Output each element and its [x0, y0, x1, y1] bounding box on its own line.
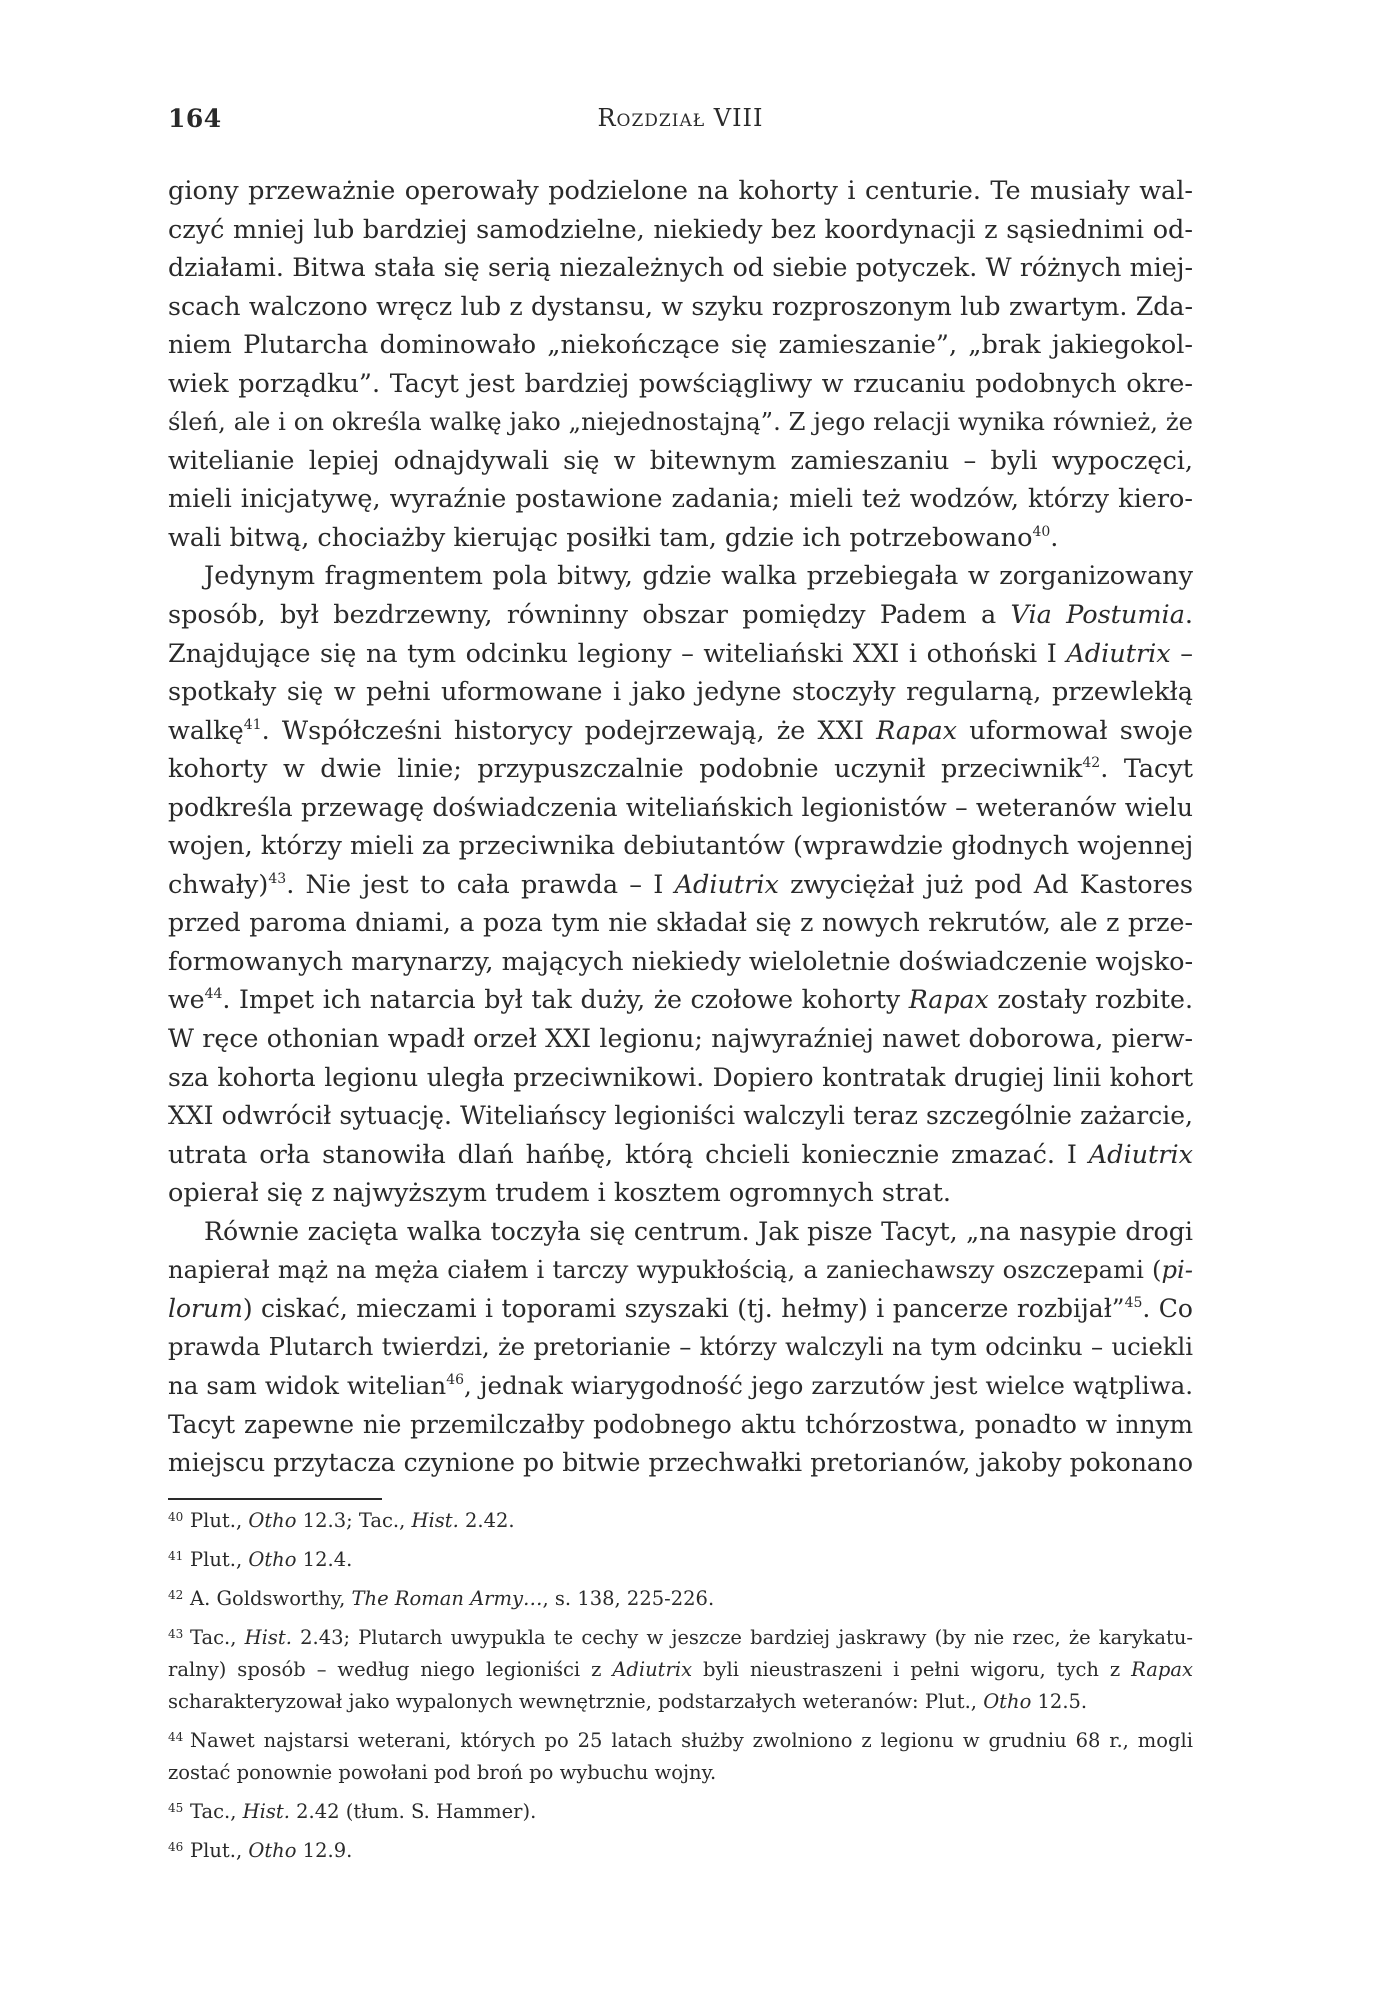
- page-number: 164: [168, 104, 222, 133]
- page-header: [168, 104, 1193, 138]
- text-line: na sam widok witelian$^{46}$, jednak wiarygodność jego zarzutów jest wielce wątpliwa.: [168, 1370, 1193, 1400]
- text-line: Równie zacięta walka toczyła się centrum. Jak pisze Tacyt, „na nasypie drogi: [204, 1216, 1193, 1246]
- text-line: wali bitwą, chociażby kierując posiłki tam, gdzie ich potrzebowano$^{40}$.: [168, 522, 1059, 553]
- text-line: przed paroma dniami, a poza tym nie składał się z nowych rekrutów, ale z prze-: [168, 908, 1193, 938]
- text-line: W ręce othonian wpadł orzeł XXI legionu; najwyraźniej nawet doborowa, pierw-: [168, 1024, 1193, 1054]
- text-line: działami. Bitwa stała się serią niezależnych od siebie potyczek. W różnych miej-: [168, 253, 1193, 283]
- text-line: wojen, którzy mieli za przeciwnika debiutantów (wprawdzie głodnych wojennej: [168, 831, 1194, 862]
- text-line: kohorty w dwie linie; przypuszczalnie podobnie uczynił przeciwnik$^{42}$. Tacyt: [168, 754, 1193, 785]
- footnote-ref[interactable]: 45: [1124, 1294, 1143, 1311]
- running-head: Rozdział VIII: [597, 104, 764, 132]
- text-line: we$^{44}$. Impet ich natarcia był tak duży, że czołowe kohorty Rapax zostały rozbite.: [168, 985, 1193, 1015]
- footnote-ref[interactable]: 41: [243, 716, 262, 733]
- footnote-41: 41 Plut., Otho 12.4.: [168, 1548, 353, 1571]
- text-line: chwały)$^{43}$. Nie jest to cała prawda – I Adiutrix zwyciężał już pod Ad Kastores: [168, 869, 1193, 900]
- footnote-ref[interactable]: 46: [446, 1371, 465, 1388]
- text-line: lorum) ciskać, mieczami i toporami szyszaki (tj. hełmy) i pancerze rozbijał”$^{45}$. Co: [168, 1293, 1193, 1323]
- text-line: śleń, ale i on określa walkę jako „niejednostajną”. Z jego relacji wynika również, że: [168, 407, 1193, 437]
- footnotes: [168, 1505, 1193, 1867]
- footnote-ref[interactable]: 40: [1032, 523, 1051, 540]
- text-line: wiek porządku”. Tacyt jest bardziej powściągliwy w rzucaniu podobnych okre-: [168, 368, 1193, 399]
- text-line: niem Plutarcha dominowało „niekończące się zamieszanie”, „brak jakiegokol-: [168, 330, 1193, 361]
- footnote-44: 44 Nawet najstarsi weterani, których po 25 latach służby zwolniono z legionu w grudniu 68 r., mogli: [168, 1729, 1193, 1752]
- footnote-43-line-3: scharakteryzował jako wypalonych wewnętrznie, podstarzałych weteranów: Plut., Otho 12.5.: [168, 1690, 1088, 1713]
- text-line: czyć mniej lub bardziej samodzielne, niekiedy bez koordynacji z sąsiednimi od-: [168, 214, 1193, 245]
- footnote-ref[interactable]: 44: [204, 986, 223, 1003]
- text-line: podkreśla przewagę doświadczenia witeliańskich legionistów – weteranów wielu: [168, 792, 1193, 822]
- text-line: spotkały się w pełni uformowane i jako jedyne stoczyły regularną, przewlekłą: [168, 677, 1193, 708]
- text-line: giony przeważnie operowały podzielone na kohorty i centurie. Te musiały wal-: [168, 176, 1193, 206]
- text-line: Jedynym fragmentem pola bitwy, gdzie walka przebiegała w zorganizowany: [204, 561, 1193, 592]
- text-line: sposób, był bezdrzewny, równinny obszar pomiędzy Padem a Via Postumia.: [168, 600, 1194, 631]
- text-line: Znajdujące się na tym odcinku legiony – witeliański XXI i othoński I Adiutrix –: [168, 638, 1194, 669]
- text-line: sza kohorta legionu uległa przeciwnikowi. Dopiero kontratak drugiej linii kohort: [168, 1062, 1193, 1092]
- text-line: napierał mąż na męża ciałem i tarczy wypukłością, a zaniechawszy oszczepami (pi-: [168, 1255, 1193, 1285]
- text-line: Tacyt zapewne nie przemilczałby podobnego aktu tchórzostwa, ponadto w innym: [168, 1409, 1193, 1439]
- footnote-separator: [168, 1498, 382, 1500]
- text-line: walkę$^{41}$. Współcześni historycy podejrzewają, że XXI Rapax uformował swoje: [168, 715, 1193, 746]
- footnote-43-line-2: ralny) sposób – według niego legioniści z Adiutrix byli nieustraszeni i pełni wigoru, tych z Rapax: [168, 1658, 1194, 1681]
- text-line: miejscu przytacza czynione po bitwie przechwałki pretorianów, jakoby pokonano: [168, 1448, 1193, 1478]
- footnote-ref[interactable]: 42: [1082, 755, 1101, 772]
- footnote-44-line-2: zostać ponownie powołani pod broń po wybuchu wojny.: [168, 1761, 717, 1784]
- footnote-45: 45 Tac., Hist. 2.42 (tłum. S. Hammer).: [168, 1800, 537, 1823]
- text-line: witelianie lepiej odnajdywali się w bitewnym zamieszaniu – byli wypoczęci,: [168, 445, 1193, 476]
- footnote-40: 40 Plut., Otho 12.3; Tac., Hist. 2.42.: [168, 1509, 515, 1532]
- text-line: mieli inicjatywę, wyraźnie postawione zadania; mieli też wodzów, którzy kiero-: [168, 484, 1193, 515]
- footnote-43: 43 Tac., Hist. 2.43; Plutarch uwypukla te cechy w jeszcze bardziej jaskrawy (by nie rzec, że karykatu-: [168, 1626, 1194, 1649]
- text-line: prawda Plutarch twierdzi, że pretorianie – którzy walczyli na tym odcinku – uciekli: [168, 1332, 1193, 1362]
- text-line: opierał się z najwyższym trudem i kosztem ogromnych strat.: [168, 1178, 951, 1209]
- text-line: utrata orła stanowiła dlań hańbę, którą chcieli koniecznie zmazać. I Adiutrix: [168, 1139, 1193, 1170]
- footnote-ref[interactable]: 43: [268, 870, 287, 887]
- text-line: XXI odwrócił sytuację. Witeliańscy legioniści walczyli teraz szczególnie zażarcie,: [168, 1101, 1193, 1131]
- footnote-46: 46 Plut., Otho 12.9.: [168, 1839, 353, 1862]
- body-text: [168, 172, 1193, 1483]
- text-line: scach walczono wręcz lub z dystansu, w szyku rozproszonym lub zwartym. Zda-: [168, 291, 1193, 321]
- text-line: formowanych marynarzy, mających niekiedy wieloletnie doświadczenie wojsko-: [168, 946, 1194, 977]
- footnote-42: 42 A. Goldsworthy, The Roman Army…, s. 138, 225-226.: [168, 1587, 715, 1610]
